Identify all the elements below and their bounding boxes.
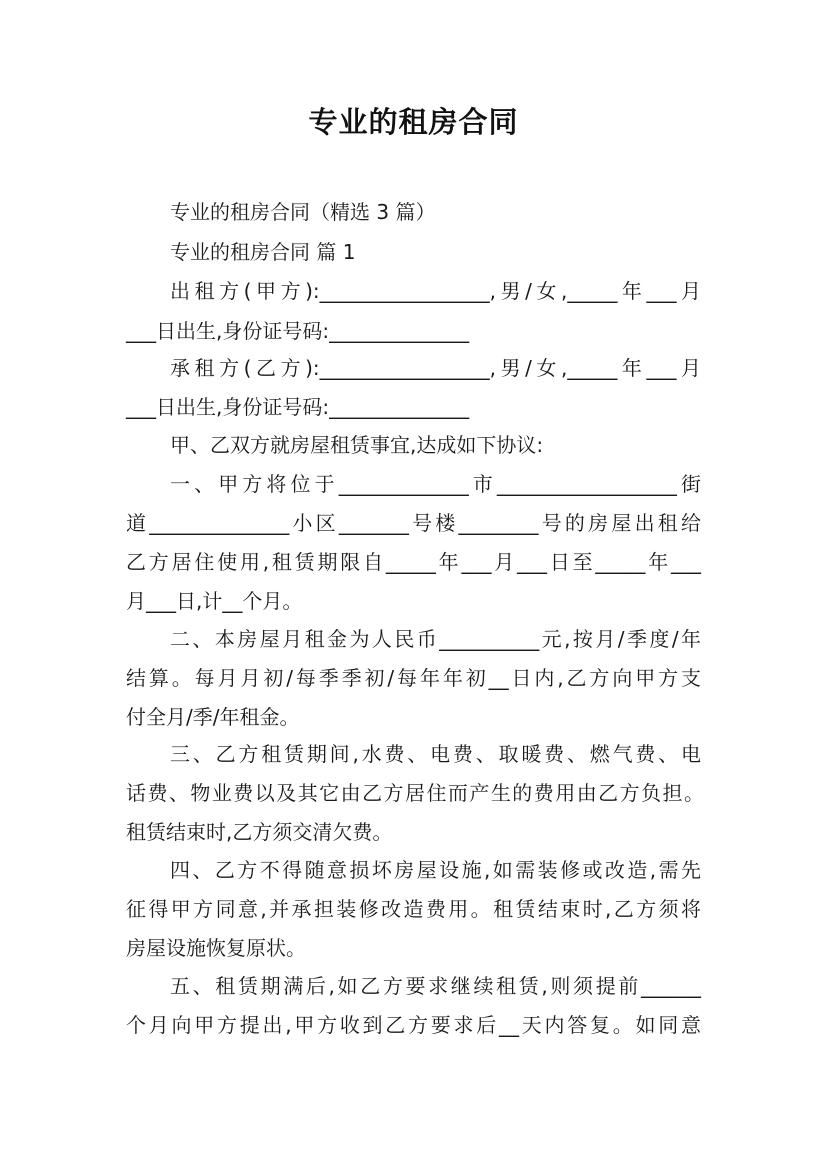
clause-3-line-2: 话费、物业费以及其它由乙方居住而产生的费用由乙方负担。 [126,781,704,805]
lessor-line-2: ___日出生,身份证号码:______________ [126,319,470,343]
clause-3-line-1: 三、乙方租赁期间,水费、电费、取暖费、燃气费、电 [170,742,701,766]
lessor-line-1: 出租方(甲方):_________________,男/女,_____年___月 [170,279,701,303]
clause-4-line-1: 四、乙方不得随意损坏房屋设施,如需装修或改造,需先 [170,858,701,882]
clause-5-line-1: 五、租赁期满后,如乙方要求继续租赁,则须提前______ [170,974,701,998]
clause-2-line-1: 二、本房屋月租金为人民币__________元,按月/季度/年 [170,627,701,651]
clause-5-line-2: 个月向甲方提出,甲方收到乙方要求后__天内答复。如同意 [126,1013,701,1037]
lessee-line-2: ___日出生,身份证号码:______________ [126,395,470,419]
clause-1-line-4: 月___日,计__个月。 [126,589,303,613]
clause-1-line-2: 道______________小区_______号楼________号的房屋出租给 [126,511,701,535]
clause-2-line-3: 付全月/季/年租金。 [126,705,300,729]
clause-4-line-2: 征得甲方同意,并承担装修改造费用。租赁结束时,乙方须将 [126,897,701,921]
document-subtitle: 专业的租房合同（精选 3 篇） [170,200,436,224]
clause-2-line-2: 结算。每月月初/每季季初/每年年初__日内,乙方向甲方支 [126,666,701,690]
agreement-intro: 甲、乙双方就房屋租赁事宜,达成如下协议: [170,433,544,457]
clause-1-line-1: 一、甲方将位于_____________市__________________街 [170,472,701,496]
lessee-line-1: 承租方(乙方):_________________,男/女,_____年___月 [170,356,701,380]
clause-4-line-3: 房屋设施恢复原状。 [126,936,306,960]
document-title: 专业的租房合同 [308,105,519,139]
section-heading: 专业的租房合同 篇 1 [170,240,356,264]
clause-3-line-3: 租赁结束时,乙方须交清欠费。 [126,820,393,844]
clause-1-line-3: 乙方居住使用,租赁期限自_____年___月___日至_____年___ [126,550,701,574]
